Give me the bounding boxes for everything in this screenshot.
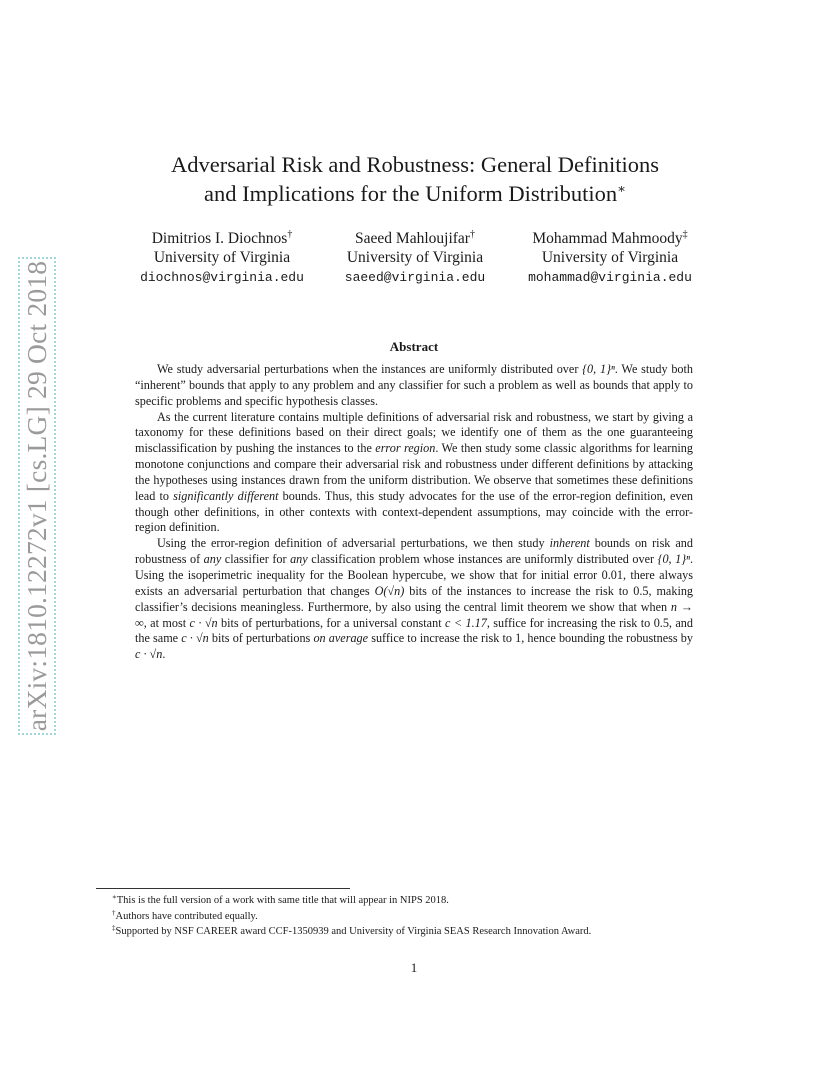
author-name: Mohammad Mahmoody‡ [532,229,688,247]
footnote: ∗This is the full version of a work with same title that will appear in NIPS 2018. [112,893,449,906]
paper-title [100,150,730,208]
footnote: ‡Supported by NSF CAREER award CCF-1350939 and University of Virginia SEAS Research Innovation Award. [112,924,592,937]
author-affiliation: University of Virginia [153,249,291,266]
author-name: Saeed Mahloujifar† [355,229,475,247]
author-name: Dimitrios I. Diochnos† [151,229,293,247]
author-block [122,229,322,288]
footnote-rule [96,888,350,889]
abstract-paragraph-1: We study adversarial perturbations when the instances are uniformly distributed over {0, 1}ⁿ. We study both “inherent” bounds that apply to any problem and any classifier for such a problem as well as bounds that apply to specific problems and specific hypothesis classes. [135,362,694,408]
title-footnote-mark: ∗ [617,181,626,196]
author-email[interactable]: saeed@virginia.edu [344,270,486,285]
author-block [320,229,510,288]
author-affiliation: University of Virginia [541,249,679,266]
abstract-paragraph-3: Using the error-region definition of adversarial perturbations, we then study inherent bounds on risk and robustness of any classifier for any classification problem whose instances are uniformly distributed over {0, 1}ⁿ. Using the isoperimetric inequality for the Boolean hypercube, we show that for initial error 0.01, there always exists an adversarial perturbation that changes O(√n) bits of the instances to increase the risk to 0.5, making classifier’s decisions meaningless. Furthermore, by also using the central limit theorem we show that when n → ∞, at most c · √n bits of perturbations, for a universal constant c < 1.17, suffice for increasing the risk to 0.5, and the same c · √n bits of perturbations on average suffice to increase the risk to 1, hence bounding the robustness by c · √n. [135,536,694,662]
title-line-1: Adversarial Risk and Robustness: General Definitions [170,152,660,177]
abstract-paragraph-2: As the current literature contains multiple definitions of adversarial risk and robustness, we start by giving a taxonomy for these definitions based on their direct goals; we identify one of them as the one guaranteeing misclassification by pushing the instances to the error region. We then study some classic algorithms for learning monotone conjunctions and compare their adversarial risk and robustness under different definitions by attacking the hypotheses using instances drawn from the uniform distribution. We observe that sometimes these definitions lead to significantly different bounds. Thus, this study advocates for the use of the error-region definition, even though other definitions, in other contexts with context-dependent assumptions, may coincide with the error-region definition. [135,409,693,535]
footnotes [112,893,712,940]
footnote: †Authors have contributed equally. [112,908,258,922]
page-number: 1 [410,960,418,975]
title-line-2: and Implications for the Uniform Distribution [204,181,618,206]
abstract-heading: Abstract [389,339,439,354]
arxiv-stamp: arXiv:1810.12272v1 [cs.LG] 29 Oct 2018 [21,260,52,732]
author-affiliation: University of Virginia [346,249,484,266]
author-email[interactable]: diochnos@virginia.edu [140,270,304,285]
author-email[interactable]: mohammad@virginia.edu [528,270,692,285]
abstract-body [135,362,693,663]
author-block [508,229,712,288]
